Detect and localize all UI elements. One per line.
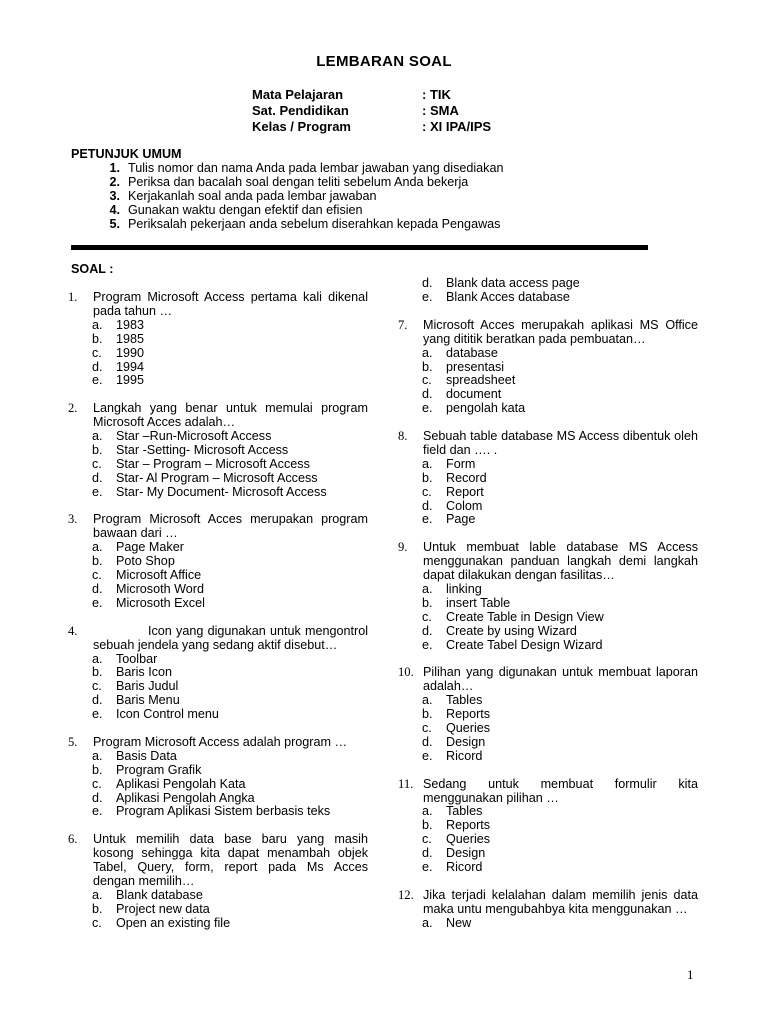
option-text: Basis Data bbox=[116, 748, 177, 763]
answer-option bbox=[92, 903, 368, 917]
option-letter: d. bbox=[92, 790, 103, 805]
question-item bbox=[68, 736, 368, 819]
answer-options bbox=[92, 319, 368, 389]
question-number: 12. bbox=[398, 887, 414, 902]
answer-option bbox=[422, 291, 698, 305]
question-item bbox=[68, 402, 368, 499]
option-text: New bbox=[446, 915, 472, 930]
answer-options bbox=[422, 805, 698, 875]
option-text: Aplikasi Pengolah Angka bbox=[116, 790, 255, 805]
option-letter: b. bbox=[92, 331, 103, 346]
question-stem bbox=[68, 513, 368, 541]
question-text: Program Microsoft Acces merupakan program bawaan dari … bbox=[93, 512, 368, 541]
option-letter: d. bbox=[422, 498, 433, 513]
answer-option bbox=[92, 708, 368, 722]
question-text: Microsoft Acces merupakah aplikasi MS Office yang dititik beratkan pada pembuatan… bbox=[423, 317, 698, 346]
question-number: 4. bbox=[68, 623, 78, 638]
instruction-item bbox=[71, 218, 631, 232]
answer-option bbox=[422, 500, 698, 514]
answer-option bbox=[92, 347, 368, 361]
option-text: insert Table bbox=[446, 595, 511, 610]
question-stem bbox=[68, 402, 368, 430]
option-text: Poto Shop bbox=[116, 554, 175, 569]
option-letter: b. bbox=[92, 442, 103, 457]
answer-option bbox=[422, 374, 698, 388]
option-text: 1985 bbox=[116, 331, 145, 346]
answer-option bbox=[422, 639, 698, 653]
answer-option bbox=[422, 847, 698, 861]
option-text: Reports bbox=[446, 707, 491, 722]
answer-option bbox=[92, 764, 368, 778]
instruction-text: Tulis nomor dan nama Anda pada lembar jawaban yang disediakan bbox=[128, 160, 504, 175]
meta-label: Sat. Pendidikan bbox=[252, 103, 349, 118]
option-letter: d. bbox=[422, 846, 433, 861]
option-letter: e. bbox=[422, 512, 433, 527]
answer-option bbox=[92, 694, 368, 708]
meta-row-subject bbox=[252, 87, 491, 103]
option-text: Microsoft Affice bbox=[116, 568, 202, 583]
option-text: Star -Setting- Microsoft Access bbox=[116, 442, 289, 457]
option-letter: a. bbox=[92, 651, 103, 666]
option-letter: a. bbox=[92, 317, 103, 332]
option-text: Baris Icon bbox=[116, 665, 172, 680]
answer-option bbox=[422, 736, 698, 750]
answer-option bbox=[92, 805, 368, 819]
option-text: Blank Acces database bbox=[446, 289, 570, 304]
option-letter: c. bbox=[422, 832, 432, 847]
option-letter: e. bbox=[422, 637, 433, 652]
question-number: 8. bbox=[398, 429, 408, 444]
question-text: Sedang untuk membuat formulir kita menggunakan pilihan … bbox=[423, 776, 698, 805]
option-letter: c. bbox=[92, 456, 102, 471]
option-text: Create Table in Design View bbox=[446, 609, 604, 624]
answer-option bbox=[92, 583, 368, 597]
option-text: Design bbox=[446, 734, 486, 749]
option-letter: d. bbox=[92, 470, 103, 485]
option-letter: e. bbox=[92, 595, 103, 610]
instruction-item bbox=[71, 204, 631, 218]
option-letter: e. bbox=[422, 748, 433, 763]
option-text: Ricord bbox=[446, 748, 483, 763]
option-letter: a. bbox=[422, 456, 433, 471]
question-number: 10. bbox=[398, 665, 414, 680]
option-letter: e. bbox=[422, 289, 433, 304]
option-letter: b. bbox=[422, 818, 433, 833]
question-stem bbox=[68, 833, 368, 889]
option-text: Icon Control menu bbox=[116, 707, 219, 722]
answer-options bbox=[422, 458, 698, 528]
option-text: Create by using Wizard bbox=[446, 623, 577, 638]
option-text: Page bbox=[446, 512, 476, 527]
answer-option bbox=[422, 819, 698, 833]
option-letter: a. bbox=[422, 804, 433, 819]
option-text: Reports bbox=[446, 818, 491, 833]
option-text: Aplikasi Pengolah Kata bbox=[116, 776, 246, 791]
question-number: 9. bbox=[398, 540, 408, 555]
answer-option bbox=[422, 597, 698, 611]
option-text: Project new data bbox=[116, 901, 210, 916]
answer-option bbox=[92, 889, 368, 903]
option-letter: c. bbox=[422, 721, 432, 736]
answer-option bbox=[422, 402, 698, 416]
answer-option bbox=[92, 333, 368, 347]
answer-option bbox=[422, 861, 698, 875]
question-item bbox=[68, 625, 368, 722]
question-stem bbox=[398, 430, 698, 458]
answer-option bbox=[92, 917, 368, 931]
option-letter: b. bbox=[92, 665, 103, 680]
page-number: 1 bbox=[687, 967, 694, 982]
answer-option bbox=[422, 486, 698, 500]
answer-option bbox=[92, 569, 368, 583]
answer-options bbox=[422, 694, 698, 764]
page-title: LEMBARAN SOAL bbox=[316, 53, 452, 70]
answer-option bbox=[422, 458, 698, 472]
answer-option bbox=[92, 750, 368, 764]
instructions-list bbox=[71, 162, 631, 232]
option-letter: a. bbox=[92, 540, 103, 555]
question-stem bbox=[398, 778, 698, 806]
option-text: Microsoth Word bbox=[116, 582, 204, 596]
option-letter: b. bbox=[422, 470, 433, 485]
option-letter: d. bbox=[422, 734, 433, 749]
general-instructions bbox=[71, 148, 631, 231]
answer-option bbox=[422, 611, 698, 625]
option-letter: b. bbox=[92, 762, 103, 777]
question-text: Langkah yang benar untuk memulai program Microsoft Acces adalah… bbox=[93, 401, 368, 430]
questions-column-left bbox=[68, 291, 368, 945]
answer-option bbox=[422, 361, 698, 375]
option-letter: b. bbox=[422, 595, 433, 610]
instruction-text: Gunakan waktu dengan efektif dan efisien bbox=[128, 202, 363, 217]
option-text: Star- Al Program – Microsoft Access bbox=[116, 470, 318, 485]
meta-label: Kelas / Program bbox=[252, 119, 351, 134]
question-text: Untuk membuat lable database MS Access menggunakan panduan langkah demi langkah dapat dilakukan dengan fasilitas… bbox=[423, 540, 698, 583]
answer-option bbox=[92, 361, 368, 375]
option-text: 1983 bbox=[116, 317, 145, 332]
instruction-number: 1. bbox=[109, 160, 120, 175]
instruction-number: 5. bbox=[109, 216, 120, 231]
answer-option bbox=[92, 792, 368, 806]
question-item bbox=[398, 430, 698, 527]
answer-option bbox=[422, 917, 698, 931]
instruction-text: Periksa dan bacalah soal dengan teliti sebelum Anda bekerja bbox=[128, 174, 469, 189]
option-text: 1990 bbox=[116, 345, 145, 360]
meta-label: Mata Pelajaran bbox=[252, 87, 344, 102]
answer-option bbox=[422, 583, 698, 597]
question-item bbox=[68, 513, 368, 610]
exam-metadata bbox=[252, 87, 491, 135]
question-item bbox=[398, 666, 698, 763]
option-letter: a. bbox=[92, 748, 103, 763]
answer-options bbox=[92, 541, 368, 611]
option-text: linking bbox=[446, 582, 482, 596]
option-letter: a. bbox=[422, 345, 433, 360]
question-item bbox=[68, 291, 368, 388]
option-text: Blank data access page bbox=[446, 276, 580, 290]
answer-option bbox=[422, 388, 698, 402]
questions-column-right bbox=[398, 277, 698, 945]
question-item bbox=[68, 833, 368, 930]
answer-options bbox=[92, 750, 368, 820]
option-text: Queries bbox=[446, 721, 491, 736]
question-6-continued-options bbox=[422, 277, 698, 305]
option-text: Star- My Document- Microsoft Access bbox=[116, 484, 327, 499]
question-stem bbox=[398, 666, 698, 694]
option-text: Open an existing file bbox=[116, 915, 231, 930]
question-number: 3. bbox=[68, 512, 78, 527]
question-number: 11. bbox=[398, 776, 414, 791]
option-text: Program Grafik bbox=[116, 762, 202, 777]
meta-row-class bbox=[252, 119, 491, 135]
option-text: Blank database bbox=[116, 887, 203, 902]
answer-option bbox=[92, 778, 368, 792]
option-text: Baris Judul bbox=[116, 679, 179, 694]
option-letter: a. bbox=[92, 887, 103, 902]
instruction-item bbox=[71, 176, 631, 190]
option-letter: a. bbox=[422, 582, 433, 596]
answer-option bbox=[92, 374, 368, 388]
option-letter: d. bbox=[92, 359, 103, 374]
option-text: database bbox=[446, 345, 498, 360]
question-stem bbox=[398, 319, 698, 347]
option-letter: b. bbox=[92, 554, 103, 569]
option-text: Microsoth Excel bbox=[116, 595, 205, 610]
option-letter: e. bbox=[92, 373, 103, 388]
option-letter: a. bbox=[92, 429, 103, 444]
option-text: Tables bbox=[446, 804, 483, 819]
answer-option bbox=[92, 486, 368, 500]
option-letter: b. bbox=[92, 901, 103, 916]
question-number: 5. bbox=[68, 734, 78, 749]
answer-options bbox=[422, 917, 698, 931]
option-text: Create Tabel Design Wizard bbox=[446, 637, 603, 652]
option-text: Ricord bbox=[446, 860, 483, 875]
question-stem bbox=[398, 541, 698, 583]
option-text: presentasi bbox=[446, 359, 505, 374]
question-number: 6. bbox=[68, 832, 78, 847]
answer-option bbox=[422, 472, 698, 486]
option-letter: c. bbox=[422, 484, 432, 499]
question-number: 1. bbox=[68, 290, 78, 304]
answer-option bbox=[422, 347, 698, 361]
answer-option bbox=[92, 444, 368, 458]
answer-option bbox=[92, 319, 368, 333]
question-number: 7. bbox=[398, 317, 408, 332]
option-text: document bbox=[446, 387, 502, 402]
instruction-item bbox=[71, 190, 631, 204]
question-item bbox=[398, 778, 698, 875]
answer-option bbox=[422, 625, 698, 639]
option-letter: b. bbox=[422, 707, 433, 722]
instruction-number: 3. bbox=[109, 188, 120, 203]
question-text: Program Microsoft Access pertama kali dikenal pada tahun … bbox=[93, 290, 368, 318]
meta-value: : TIK bbox=[422, 87, 451, 102]
answer-options bbox=[92, 889, 368, 931]
option-letter: a. bbox=[422, 693, 433, 708]
option-text: Design bbox=[446, 846, 486, 861]
instruction-text: Kerjakanlah soal anda pada lembar jawaban bbox=[128, 188, 377, 203]
answer-option bbox=[92, 680, 368, 694]
option-letter: d. bbox=[92, 693, 103, 708]
question-text: Jika terjadi kelalahan dalam memilih jenis data maka untu mengubahbya kita menggunakan … bbox=[423, 887, 698, 916]
option-letter: e. bbox=[422, 860, 433, 875]
meta-value: : SMA bbox=[422, 103, 459, 118]
option-text: 1995 bbox=[116, 373, 145, 388]
option-letter: e. bbox=[92, 707, 103, 722]
option-letter: b. bbox=[422, 359, 433, 374]
answer-option bbox=[422, 833, 698, 847]
question-number: 2. bbox=[68, 401, 78, 416]
option-letter: c. bbox=[92, 915, 102, 930]
answer-option bbox=[422, 513, 698, 527]
option-letter: e. bbox=[92, 804, 103, 819]
option-text: Toolbar bbox=[116, 651, 158, 666]
question-stem bbox=[68, 625, 368, 653]
option-letter: a. bbox=[422, 915, 433, 930]
answer-option bbox=[92, 597, 368, 611]
answer-option bbox=[422, 750, 698, 764]
question-stem bbox=[398, 889, 698, 917]
option-text: Report bbox=[446, 484, 484, 499]
question-text: Sebuah table database MS Access dibentuk oleh field dan …. . bbox=[423, 429, 698, 457]
instruction-text: Periksalah pekerjaan anda sebelum diserahkan kepada Pengawas bbox=[128, 216, 501, 231]
answer-options bbox=[92, 653, 368, 723]
instruction-item bbox=[71, 162, 631, 176]
answer-option bbox=[92, 458, 368, 472]
option-letter: d. bbox=[422, 387, 433, 402]
option-letter: c. bbox=[422, 609, 432, 624]
answer-options bbox=[422, 583, 698, 653]
question-stem bbox=[68, 736, 368, 750]
answer-option bbox=[422, 694, 698, 708]
answer-option bbox=[422, 722, 698, 736]
questions-heading: SOAL : bbox=[71, 262, 114, 276]
option-text: Record bbox=[446, 470, 487, 485]
option-text: Form bbox=[446, 456, 476, 471]
answer-options bbox=[92, 430, 368, 500]
question-text: Untuk memilih data base baru yang masih kosong sehingga kita dapat menambah objek Tabel, Query, form, report pada Ms Acces dengan memilih… bbox=[93, 832, 368, 888]
answer-option bbox=[92, 472, 368, 486]
answer-options bbox=[422, 347, 698, 417]
option-text: Program Aplikasi Sistem berbasis teks bbox=[116, 804, 331, 819]
option-letter: d. bbox=[92, 582, 103, 596]
option-text: Tables bbox=[446, 693, 483, 708]
instruction-number: 2. bbox=[109, 174, 120, 189]
question-item bbox=[398, 541, 698, 652]
meta-row-school bbox=[252, 103, 491, 119]
answer-option bbox=[92, 430, 368, 444]
question-stem bbox=[68, 291, 368, 319]
answer-option bbox=[422, 708, 698, 722]
section-divider bbox=[71, 245, 648, 250]
option-letter: e. bbox=[92, 484, 103, 499]
instructions-heading: PETUNJUK UMUM bbox=[71, 147, 182, 161]
answer-option bbox=[422, 805, 698, 819]
option-letter: c. bbox=[422, 373, 432, 388]
option-letter: d. bbox=[422, 276, 433, 290]
option-text: Queries bbox=[446, 832, 491, 847]
question-text: Pilihan yang digunakan untuk membuat laporan adalah… bbox=[423, 665, 698, 694]
option-letter: c. bbox=[92, 568, 102, 583]
answer-option bbox=[422, 277, 698, 291]
option-text: Page Maker bbox=[116, 540, 184, 555]
answer-option bbox=[92, 666, 368, 680]
option-letter: e. bbox=[422, 401, 433, 416]
answer-option bbox=[92, 541, 368, 555]
option-text: Colom bbox=[446, 498, 483, 513]
option-letter: c. bbox=[92, 345, 102, 360]
question-text: Program Microsoft Access adalah program … bbox=[93, 734, 348, 749]
question-item bbox=[398, 889, 698, 931]
option-text: Baris Menu bbox=[116, 693, 180, 708]
option-letter: d. bbox=[422, 623, 433, 638]
meta-value: : XI IPA/IPS bbox=[422, 119, 492, 134]
option-letter: c. bbox=[92, 776, 102, 791]
question-item bbox=[398, 319, 698, 416]
option-text: Star –Run-Microsoft Access bbox=[116, 429, 272, 444]
questions-right-list bbox=[398, 319, 698, 931]
option-text: spreadsheet bbox=[446, 373, 516, 388]
option-text: 1994 bbox=[116, 359, 145, 374]
option-text: Star – Program – Microsoft Access bbox=[116, 456, 310, 471]
option-text: pengolah kata bbox=[446, 401, 526, 416]
instruction-number: 4. bbox=[109, 202, 120, 217]
answer-option bbox=[92, 653, 368, 667]
question-text: Icon yang digunakan untuk mengontrol sebuah jendela yang sedang aktif disebut… bbox=[93, 623, 368, 652]
option-letter: c. bbox=[92, 679, 102, 694]
answer-option bbox=[92, 555, 368, 569]
